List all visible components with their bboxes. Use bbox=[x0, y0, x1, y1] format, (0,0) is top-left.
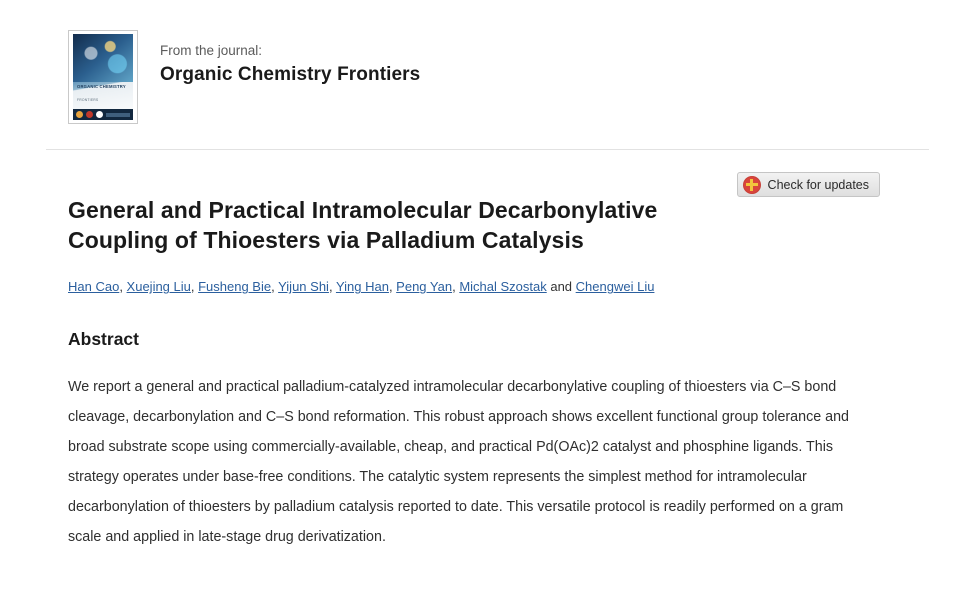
author-link[interactable]: Peng Yan bbox=[396, 279, 453, 295]
abstract-text: We report a general and practical palladium-catalyzed intramolecular decarbonylative coupling of thioesters via C–S bond cleavage, decarbonylation and C–S bond reformation. This robust approach shows excellent functional group tolerance and broad substrate scope using commercially-available, cheap, and practical Pd(OAc)2 catalyst and phosphine ligands. This strategy operates under base-free conditions. The catalytic system represents the simplest method for intramolecular decarbonylation of thioesters by palladium catalysis reported to date. This versatile protocol is readily performed on a gram scale and applied in late-stage drug derivatization. bbox=[68, 379, 849, 546]
author-link[interactable]: Michal Szostak bbox=[459, 279, 547, 295]
journal-text-block bbox=[138, 30, 420, 88]
author-separator: , bbox=[388, 279, 397, 295]
journal-header bbox=[0, 0, 975, 124]
check-for-updates-label: Check for updates bbox=[767, 177, 869, 192]
journal-cover-image bbox=[73, 34, 133, 120]
journal-cover-subtitle: FRONTIERS bbox=[77, 97, 99, 102]
author-separator: , bbox=[271, 279, 279, 295]
abstract-heading: Abstract bbox=[68, 329, 139, 350]
author-link[interactable]: Han Cao bbox=[68, 279, 120, 295]
cover-badge-tertiary-icon bbox=[96, 111, 103, 118]
author-link[interactable]: Ying Han bbox=[335, 279, 389, 295]
page-title: General and Practical Intramolecular Decarbonylative Coupling of Thioesters via Palladium Catalysis bbox=[68, 197, 658, 254]
author-link[interactable]: Fusheng Bie bbox=[198, 279, 272, 295]
journal-cover-footer bbox=[73, 109, 133, 120]
author-separator: , bbox=[119, 279, 127, 295]
journal-cover-thumbnail[interactable] bbox=[68, 30, 138, 124]
author-separator: , bbox=[190, 279, 199, 295]
crossmark-icon bbox=[743, 176, 761, 194]
author-separator: , bbox=[328, 279, 336, 295]
author-link[interactable]: Yijun Shi bbox=[278, 279, 329, 295]
author-conjunction: and bbox=[546, 279, 576, 295]
author-link[interactable]: Chengwei Liu bbox=[575, 279, 655, 295]
article-body bbox=[0, 150, 975, 552]
journal-name[interactable]: Organic Chemistry Frontiers bbox=[160, 64, 421, 85]
journal-cover-artwork bbox=[73, 34, 133, 82]
journal-from-label: From the journal: bbox=[160, 43, 263, 58]
author-list bbox=[68, 277, 907, 297]
cover-badge-secondary-icon bbox=[86, 111, 93, 118]
cover-badge-icon bbox=[76, 111, 83, 118]
author-separator: , bbox=[452, 279, 460, 295]
author-link[interactable]: Xuejing Liu bbox=[126, 279, 191, 295]
check-for-updates-button[interactable] bbox=[737, 172, 880, 197]
journal-cover-title: ORGANIC CHEMISTRY bbox=[77, 83, 126, 89]
cover-footer-bar bbox=[106, 113, 130, 117]
